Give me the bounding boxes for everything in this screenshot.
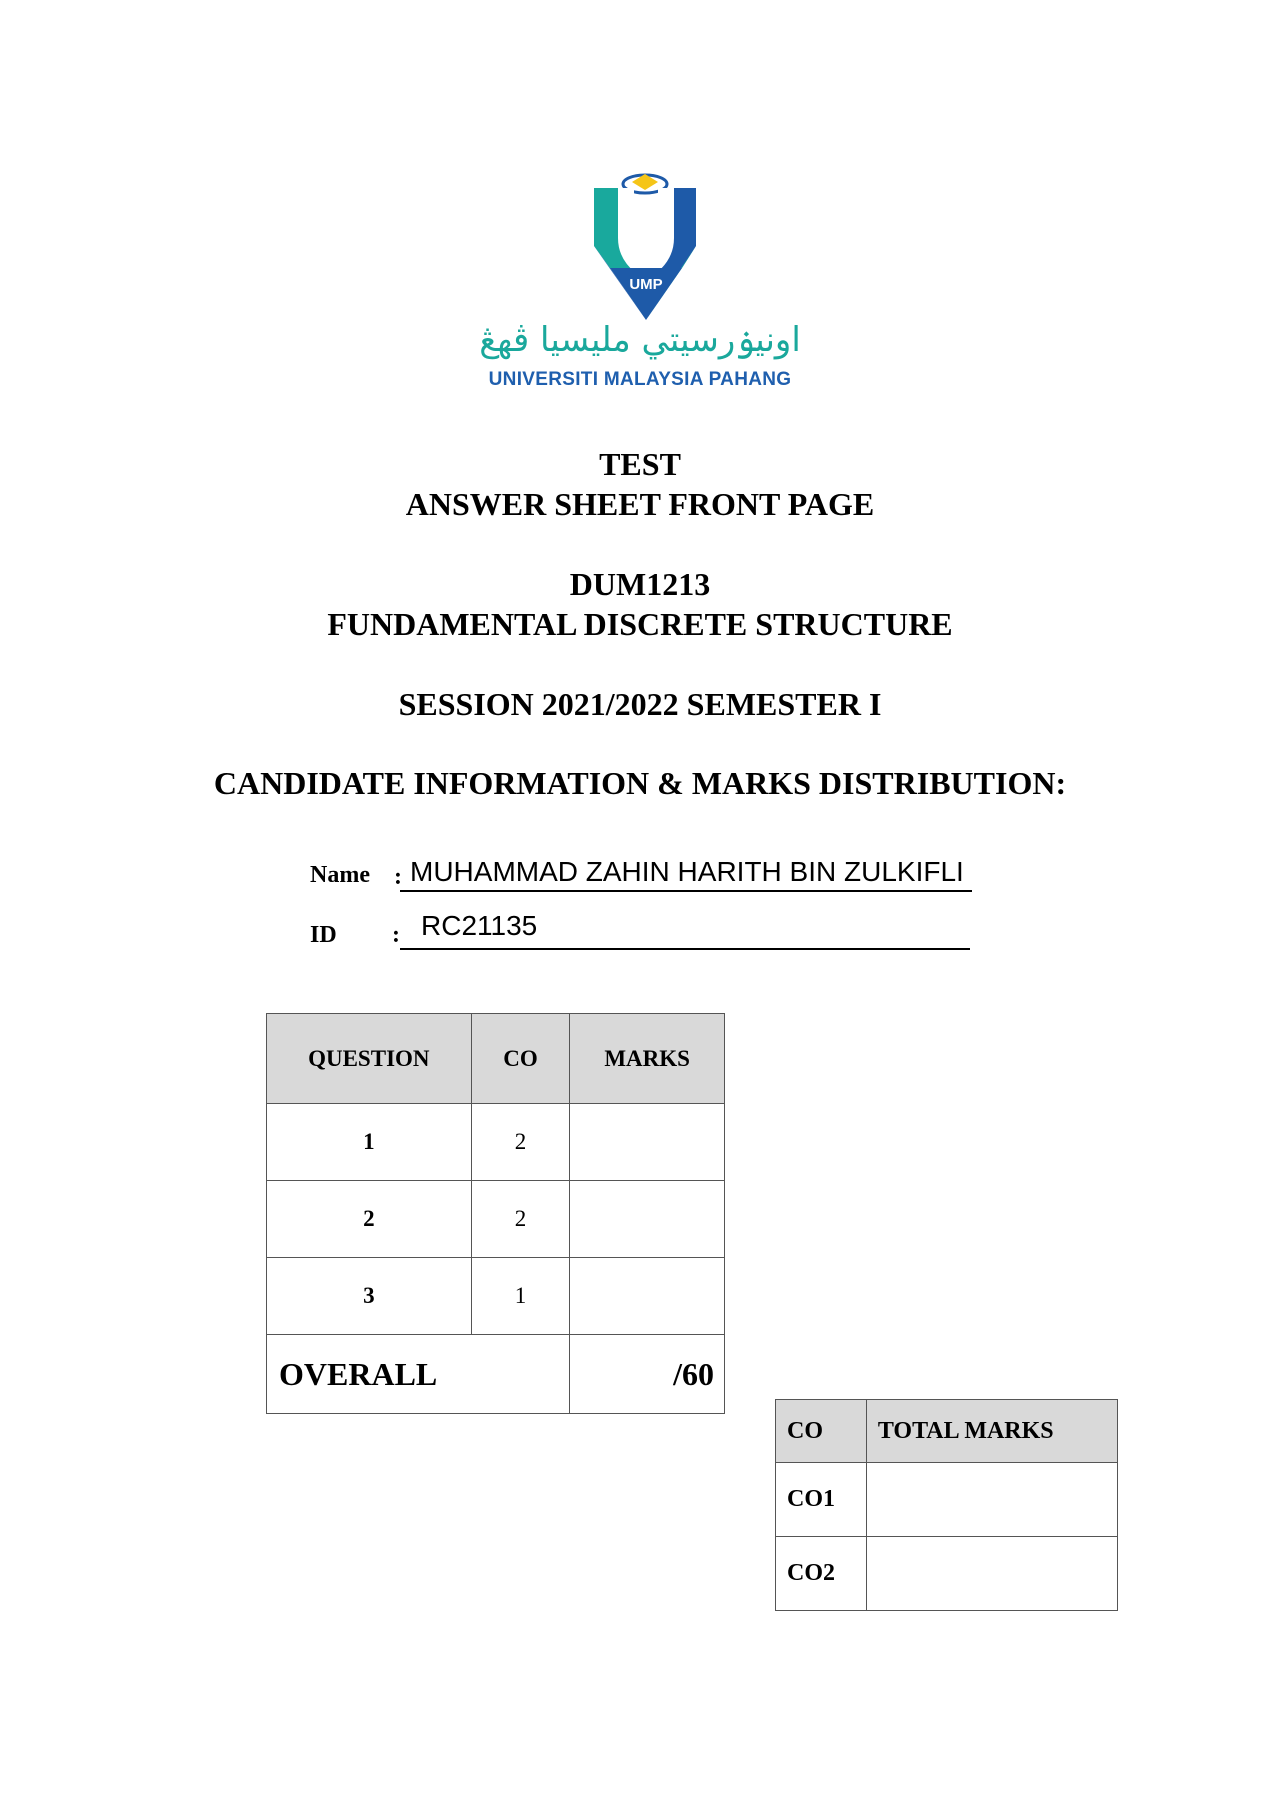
question-number: 1 bbox=[267, 1104, 472, 1181]
overall-row bbox=[267, 1335, 725, 1414]
header-total-marks: TOTAL MARKS bbox=[866, 1400, 1117, 1463]
header-co: CO bbox=[471, 1014, 570, 1104]
question-co: 2 bbox=[471, 1104, 570, 1181]
table-row bbox=[776, 1463, 1118, 1537]
id-label: ID bbox=[310, 922, 337, 948]
overall-total[interactable]: /60 bbox=[570, 1335, 725, 1414]
id-underline bbox=[400, 948, 970, 950]
co-total-table bbox=[775, 1399, 1118, 1611]
co-table-header bbox=[776, 1400, 1118, 1463]
ump-logo bbox=[590, 168, 702, 323]
heading-candidate-section: CANDIDATE INFORMATION & MARKS DISTRIBUTION: bbox=[213, 765, 1067, 801]
co-total[interactable] bbox=[866, 1463, 1117, 1537]
co-label: CO1 bbox=[776, 1463, 867, 1537]
name-colon: : bbox=[394, 864, 402, 890]
ump-badge-text: UMP bbox=[629, 276, 663, 293]
name-label: Name bbox=[310, 862, 370, 888]
marks-table-header bbox=[267, 1014, 725, 1104]
question-number: 2 bbox=[267, 1181, 472, 1258]
question-number: 3 bbox=[267, 1258, 472, 1335]
header-co: CO bbox=[776, 1400, 867, 1463]
question-co: 2 bbox=[471, 1181, 570, 1258]
header-marks: MARKS bbox=[570, 1014, 725, 1104]
table-row bbox=[267, 1104, 725, 1181]
overall-label: OVERALL bbox=[267, 1335, 570, 1414]
question-marks[interactable] bbox=[570, 1258, 725, 1335]
name-value: MUHAMMAD ZAHIN HARITH BIN ZULKIFLI bbox=[410, 856, 964, 887]
heading-course-name: FUNDAMENTAL DISCRETE STRUCTURE bbox=[327, 606, 953, 642]
table-row bbox=[776, 1537, 1118, 1611]
logo-university-name: UNIVERSITI MALAYSIA PAHANG bbox=[488, 369, 792, 390]
question-marks[interactable] bbox=[570, 1104, 725, 1181]
heading-test: TEST bbox=[599, 446, 681, 482]
logo-arabic-text: اونيۏرسيتي مليسيا ڤهڠ bbox=[479, 320, 801, 360]
ump-shield-icon bbox=[590, 168, 702, 323]
table-row bbox=[267, 1181, 725, 1258]
heading-answer-sheet: ANSWER SHEET FRONT PAGE bbox=[405, 486, 875, 522]
marks-table bbox=[266, 1013, 725, 1414]
id-value: RC21135 bbox=[421, 910, 538, 941]
co-label: CO2 bbox=[776, 1537, 867, 1611]
heading-session: SESSION 2021/2022 SEMESTER I bbox=[398, 686, 882, 722]
header-question: QUESTION bbox=[267, 1014, 472, 1104]
table-row bbox=[267, 1258, 725, 1335]
name-underline bbox=[400, 890, 972, 892]
heading-course-code: DUM1213 bbox=[569, 566, 711, 602]
id-colon: : bbox=[392, 922, 400, 948]
question-marks[interactable] bbox=[570, 1181, 725, 1258]
question-co: 1 bbox=[471, 1258, 570, 1335]
co-total[interactable] bbox=[866, 1537, 1117, 1611]
